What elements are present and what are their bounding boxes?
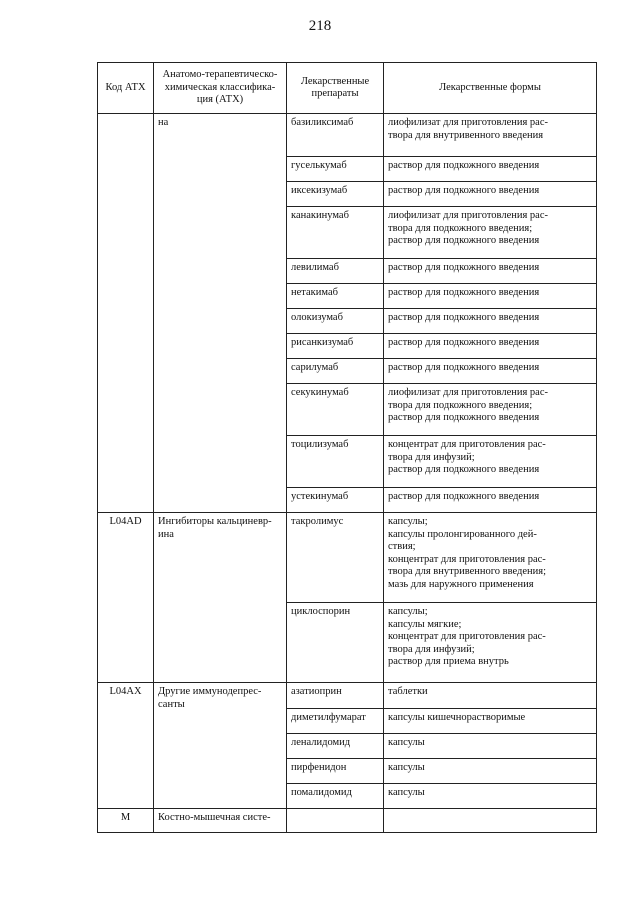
drug-name: леналидомид [287,734,384,759]
dosage-form: раствор для подкожного введения [384,182,597,207]
table-body [98,114,597,833]
table-row [98,513,597,603]
dosage-form: раствор для подкожного введения [384,309,597,334]
atc-code: M [98,809,154,833]
dosage-form: раствор для подкожного введения [384,284,597,309]
dosage-form: таблетки [384,683,597,709]
atc-classification: на [154,114,287,513]
atc-classification: Ингибиторы кальциневр- ина [154,513,287,683]
drug-name: диметилфумарат [287,709,384,734]
drug-name: пирфенидон [287,759,384,784]
drug-name: рисанкизумаб [287,334,384,359]
dosage-form: капсулы [384,759,597,784]
drug-name: тоцилизумаб [287,436,384,488]
dosage-form: раствор для подкожного введения [384,334,597,359]
dosage-form: раствор для подкожного введения [384,488,597,513]
table-row [98,809,597,833]
drug-name: олокизумаб [287,309,384,334]
dosage-form: концентрат для приготовления рас- твора для инфузий; раствор для подкожного введения [384,436,597,488]
atc-code [98,114,154,513]
drug-name: помалидомид [287,784,384,809]
dosage-form: лиофилизат для приготовления рас- твора для подкожного введения; раствор для подкожного введения [384,207,597,259]
drug-name: устекинумаб [287,488,384,513]
drug-name: базиликсимаб [287,114,384,157]
atc-classification: Костно-мышечная систе- [154,809,287,833]
header-code: Код АТХ [98,63,154,114]
header-forms: Лекарственные формы [384,63,597,114]
dosage-form: лиофилизат для приготовления рас- твора для внутривенного введения [384,114,597,157]
table-row [98,683,597,709]
drug-name: азатиоприн [287,683,384,709]
drug-name: нетакимаб [287,284,384,309]
table-row [98,114,597,157]
atc-code: L04AD [98,513,154,683]
table-header-row [98,63,597,114]
dosage-form: раствор для подкожного введения [384,157,597,182]
atc-classification: Другие иммунодепрес- санты [154,683,287,809]
dosage-form [384,809,597,833]
drug-name: иксекизумаб [287,182,384,207]
page-number: 218 [308,18,332,34]
dosage-form: капсулы кишечнорастворимые [384,709,597,734]
dosage-form: раствор для подкожного введения [384,359,597,384]
drug-name: левилимаб [287,259,384,284]
header-drugs: Лекарственные препараты [287,63,384,114]
dosage-form: раствор для подкожного введения [384,259,597,284]
dosage-form: капсулы; капсулы мягкие; концентрат для приготовления рас- твора для инфузий; раствор для приема внутрь [384,603,597,683]
drug-name: канакинумаб [287,207,384,259]
drug-name: циклоспорин [287,603,384,683]
drug-name [287,809,384,833]
dosage-form: капсулы [384,784,597,809]
dosage-form: лиофилизат для приготовления рас- твора для подкожного введения; раствор для подкожного введения [384,384,597,436]
drug-name: такролимус [287,513,384,603]
drug-name: гуселькумаб [287,157,384,182]
dosage-form: капсулы; капсулы пролонгированного дей- ствия; концентрат для приготовления рас- твора для внутривенного введения; мазь для наружного применения [384,513,597,603]
header-classification: Анатомо-терапевтическо- химическая классифика- ция (АТХ) [154,63,287,114]
drug-name: секукинумаб [287,384,384,436]
drug-name: сарилумаб [287,359,384,384]
atc-table [97,62,597,833]
atc-code: L04AX [98,683,154,809]
dosage-form: капсулы [384,734,597,759]
